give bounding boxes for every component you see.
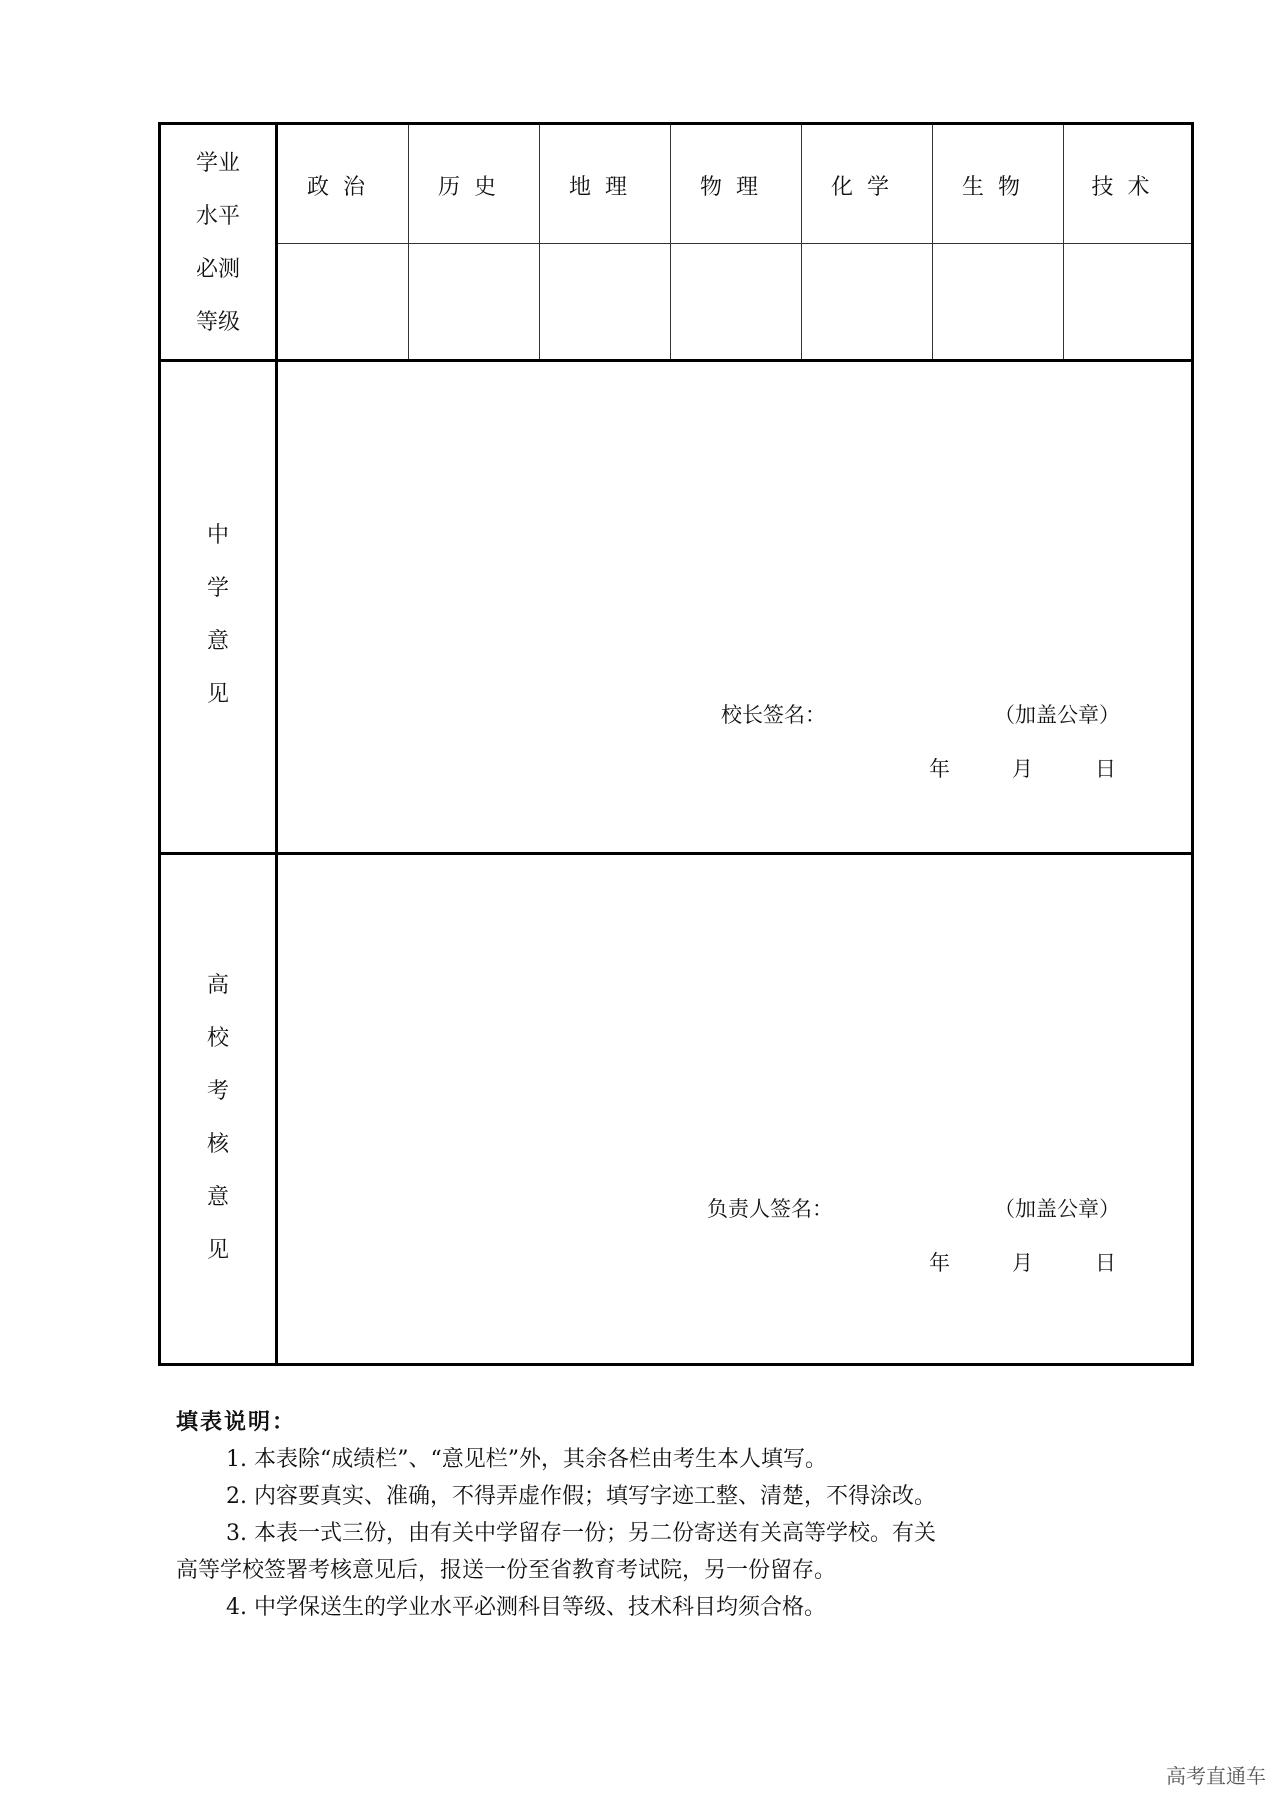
university-opinion-label-char: 考 bbox=[206, 1079, 229, 1104]
grade-cell-biology[interactable] bbox=[933, 245, 1063, 360]
subject-header-biology: 生物 bbox=[961, 175, 1034, 200]
grade-cell-politics[interactable] bbox=[278, 245, 408, 360]
university-opinion-label bbox=[198, 959, 238, 1277]
university-date-year: 年 bbox=[929, 1251, 950, 1275]
school-date-day: 日 bbox=[1095, 757, 1116, 781]
university-opinion-label-char: 高 bbox=[206, 973, 229, 998]
school-seal-note: （加盖公章） bbox=[994, 703, 1120, 727]
instruction-item-3-continuation: 高等学校签署考核意见后，报送一份至省教育考试院，另一份留存。 bbox=[176, 1558, 837, 1583]
grade-cell-history[interactable] bbox=[409, 245, 539, 360]
university-opinion-label-char: 校 bbox=[206, 1026, 229, 1051]
subject-header-geography: 地理 bbox=[568, 175, 641, 200]
subject-header-technology: 技术 bbox=[1091, 175, 1164, 200]
subject-header-chemistry: 化学 bbox=[830, 175, 903, 200]
university-opinion-label-char: 见 bbox=[206, 1238, 229, 1263]
school-date-month: 月 bbox=[1012, 757, 1033, 781]
subject-header-politics: 政治 bbox=[306, 175, 379, 200]
grade-cell-geography[interactable] bbox=[540, 245, 670, 360]
watermark: 高考直通车 bbox=[1166, 1764, 1266, 1788]
grade-cell-chemistry[interactable] bbox=[802, 245, 932, 360]
principal-signature-label: 校长签名： bbox=[721, 703, 826, 727]
grades-label bbox=[161, 137, 275, 349]
school-opinion-area[interactable] bbox=[278, 362, 1191, 852]
grade-cell-technology[interactable] bbox=[1064, 245, 1191, 360]
school-opinion-label-char: 见 bbox=[206, 682, 229, 707]
instruction-item-1: 1. 本表除“成绩栏”、“意见栏”外，其余各栏由考生本人填写。 bbox=[226, 1447, 827, 1472]
university-date-month: 月 bbox=[1012, 1251, 1033, 1275]
instruction-item-4: 4. 中学保送生的学业水平必测科目等级、技术科目均须合格。 bbox=[226, 1595, 826, 1620]
school-date-year: 年 bbox=[929, 757, 950, 781]
university-seal-note: （加盖公章） bbox=[994, 1197, 1120, 1221]
grades-label-line: 等级 bbox=[195, 310, 240, 335]
grades-label-line: 必测 bbox=[195, 257, 240, 282]
university-opinion-label-char: 核 bbox=[206, 1132, 229, 1157]
subject-header-physics: 物理 bbox=[699, 175, 772, 200]
school-opinion-label-char: 学 bbox=[206, 576, 229, 601]
grades-label-line: 学业 bbox=[195, 151, 240, 176]
subject-header-divider bbox=[278, 243, 1191, 244]
university-opinion-label-char: 意 bbox=[206, 1185, 229, 1210]
school-opinion-label bbox=[198, 509, 238, 721]
school-opinion-label-char: 意 bbox=[206, 629, 229, 654]
subject-header-history: 历史 bbox=[437, 175, 510, 200]
grades-label-line: 水平 bbox=[195, 204, 240, 229]
grade-cell-physics[interactable] bbox=[671, 245, 801, 360]
responsible-person-signature-label: 负责人签名： bbox=[707, 1197, 833, 1221]
school-opinion-label-char: 中 bbox=[206, 523, 229, 548]
instruction-item-3: 3. 本表一式三份，由有关中学留存一份；另二份寄送有关高等学校。有关 bbox=[226, 1521, 936, 1546]
recommendation-form-table bbox=[158, 122, 1194, 1366]
instructions-title: 填表说明： bbox=[176, 1409, 297, 1435]
university-date-day: 日 bbox=[1095, 1251, 1116, 1275]
instruction-item-2: 2. 内容要真实、准确，不得弄虚作假；填写字迹工整、清楚，不得涂改。 bbox=[226, 1484, 936, 1509]
instructions bbox=[176, 1404, 1136, 1626]
university-opinion-area[interactable] bbox=[278, 855, 1191, 1363]
